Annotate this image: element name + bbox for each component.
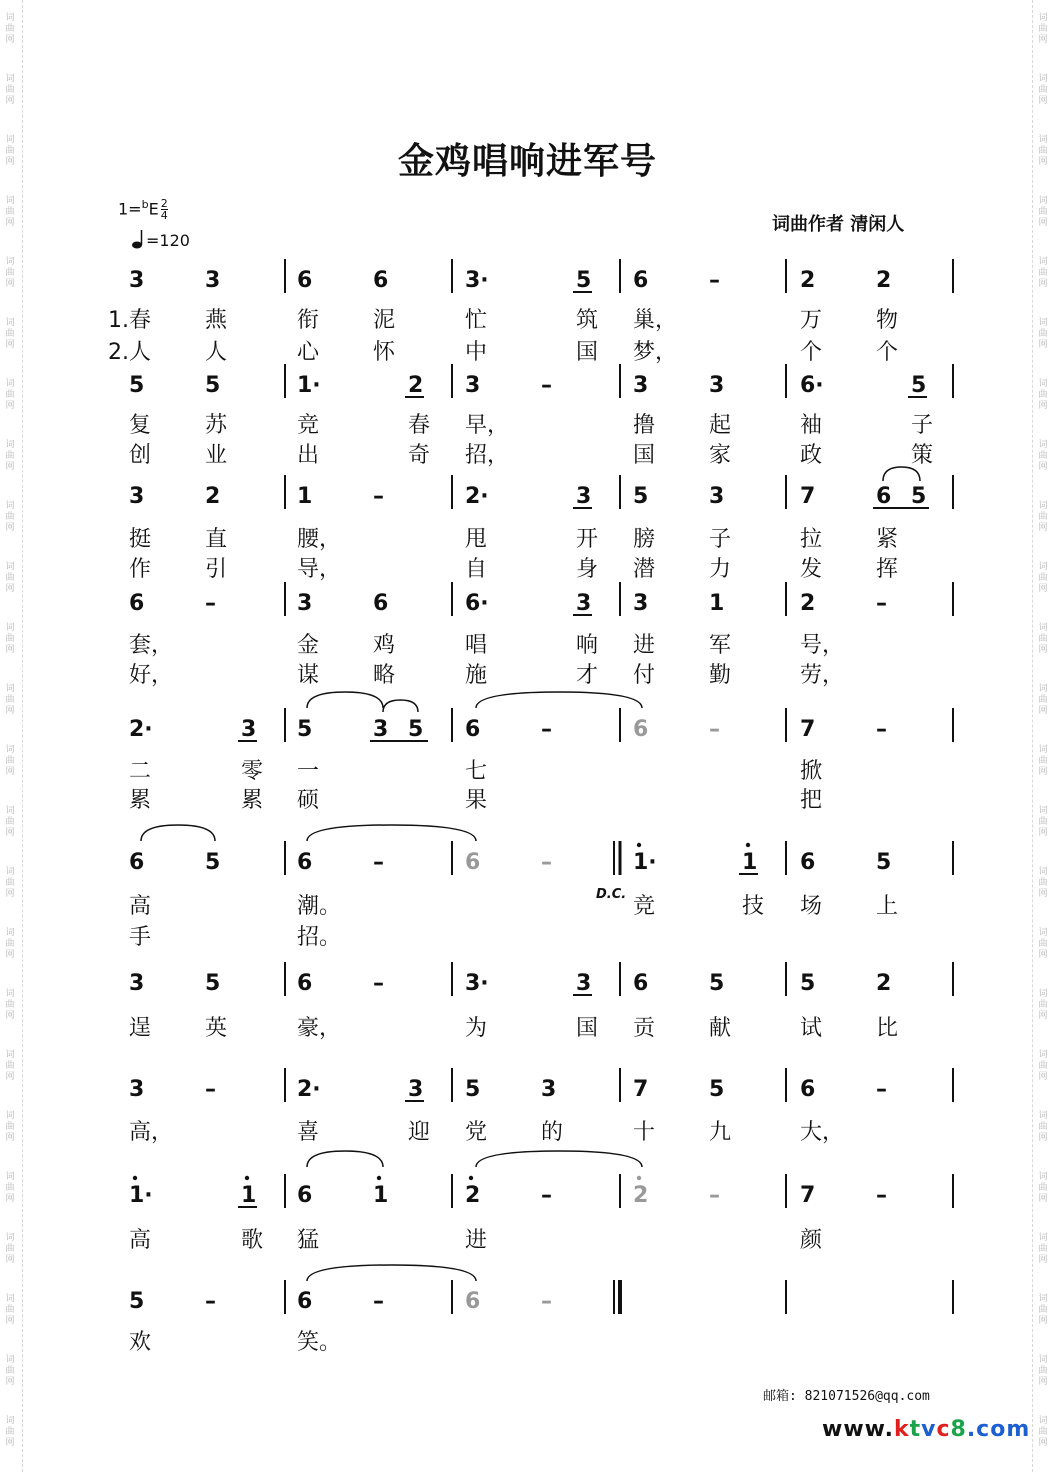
lyric-verse1: 竞 bbox=[297, 413, 320, 438]
note: 6 bbox=[373, 591, 389, 616]
lyric-verse2: 中 bbox=[465, 340, 488, 365]
lyric-verse1: 进 bbox=[465, 1228, 488, 1253]
slur bbox=[307, 1265, 476, 1281]
note: 5 bbox=[911, 484, 927, 509]
note: 3 bbox=[633, 591, 649, 616]
note: 2 bbox=[633, 1183, 649, 1208]
lyric-verse1: 党 bbox=[465, 1120, 488, 1145]
note: 3 bbox=[576, 591, 592, 616]
lyric-verse1: 复 bbox=[129, 413, 152, 438]
note: – bbox=[373, 484, 384, 509]
note: 7 bbox=[800, 484, 816, 509]
note: 5 bbox=[709, 1077, 725, 1102]
lyric-verse2: 劳， bbox=[800, 663, 845, 688]
lyric-verse2: 果 bbox=[465, 788, 488, 813]
note: 3 bbox=[709, 373, 725, 398]
note: – bbox=[541, 1183, 552, 1208]
lyric-verse2: 累 bbox=[129, 788, 152, 813]
lyric-verse2: 把 bbox=[800, 788, 823, 813]
note: 6 bbox=[297, 971, 313, 996]
note: 3 bbox=[129, 1077, 145, 1102]
lyric-verse2: 家 bbox=[709, 443, 732, 468]
lyric-verse1: 金 bbox=[297, 633, 320, 658]
lyric-verse1: 甩 bbox=[465, 527, 488, 552]
note: – bbox=[205, 1289, 216, 1314]
lyric-verse1: 一 bbox=[297, 759, 320, 784]
lyric-verse2: 奇 bbox=[408, 443, 431, 468]
lyric-verse1: 军 bbox=[709, 633, 732, 658]
note: 5 bbox=[129, 373, 145, 398]
note: 3 bbox=[373, 717, 389, 742]
note: 6 bbox=[129, 850, 145, 875]
lyric-verse2: 潜 bbox=[633, 557, 656, 582]
lyric-verse1: 大， bbox=[800, 1120, 845, 1145]
slur bbox=[476, 1151, 642, 1167]
note: 1 bbox=[373, 1183, 389, 1208]
note: 6 bbox=[465, 1289, 481, 1314]
lyric-verse1: 高 bbox=[129, 894, 152, 919]
slur bbox=[883, 467, 920, 481]
lyric-verse1: 开 bbox=[576, 527, 599, 552]
note: 6 bbox=[633, 717, 649, 742]
note: 3 bbox=[541, 1077, 557, 1102]
note: 3 bbox=[241, 717, 257, 742]
lyric-verse2: 2.人 bbox=[108, 340, 151, 365]
lyric-verse1: 贡 bbox=[633, 1016, 656, 1041]
lyric-verse1: 二 bbox=[129, 759, 152, 784]
octave-dot-high bbox=[637, 843, 641, 847]
lyric-verse1: 拉 bbox=[800, 527, 823, 552]
note: 1· bbox=[297, 373, 321, 398]
lyric-verse2: 手 bbox=[129, 925, 152, 950]
note: 5 bbox=[465, 1077, 481, 1102]
lyric-verse1: 英 bbox=[205, 1016, 228, 1041]
lyric-verse2: 累 bbox=[241, 788, 264, 813]
slur bbox=[383, 700, 418, 712]
lyric-verse1: 燕 bbox=[205, 308, 228, 333]
octave-dot-high bbox=[637, 1176, 641, 1180]
lyric-verse1: 膀 bbox=[633, 527, 656, 552]
note: 5 bbox=[876, 850, 892, 875]
note: – bbox=[541, 373, 552, 398]
note: – bbox=[876, 717, 887, 742]
octave-dot-high bbox=[469, 1176, 473, 1180]
lyric-verse1: 高， bbox=[129, 1120, 174, 1145]
right-watermark: 词 曲 网 词 曲 网 词 曲 网 词 曲 网 词 曲 网 词 曲 网 词 曲 网 词 曲 网 词 曲 网 词 曲 网 词 曲 网 词 曲 网 词 曲 网 词 曲 网 词 曲 网 词 曲 网 词 曲 网 词 曲 网 词 曲 网 词 曲 网 词 曲 网 词 曲 网 词 曲 网 词 曲 网 bbox=[1038, 13, 1048, 1448]
note: – bbox=[876, 1183, 887, 1208]
note: 6· bbox=[800, 373, 824, 398]
lyric-verse1: 起 bbox=[709, 413, 732, 438]
note: 3 bbox=[129, 268, 145, 293]
lyric-verse2: 梦， bbox=[633, 340, 678, 365]
note: 7 bbox=[800, 1183, 816, 1208]
lyric-verse1: 的 bbox=[541, 1120, 564, 1145]
note: 2 bbox=[408, 373, 424, 398]
lyric-verse2: 勤 bbox=[709, 663, 732, 688]
lyric-verse2: 引 bbox=[205, 557, 228, 582]
lyric-verse2: 人 bbox=[205, 340, 228, 365]
lyric-verse1: 迎 bbox=[408, 1120, 431, 1145]
octave-dot-high bbox=[377, 1176, 381, 1180]
note: 6 bbox=[633, 971, 649, 996]
lyric-verse2: 略 bbox=[373, 663, 396, 688]
note: 2· bbox=[129, 717, 153, 742]
lyric-verse2: 自 bbox=[465, 557, 488, 582]
lyric-verse1: 巢， bbox=[633, 308, 678, 333]
note: 3 bbox=[576, 484, 592, 509]
octave-dot-high bbox=[245, 1176, 249, 1180]
lyric-verse1: 万 bbox=[800, 308, 823, 333]
lyric-verse2: 作 bbox=[129, 557, 152, 582]
lyric-verse2: 硕 bbox=[297, 788, 320, 813]
lyric-verse1: 泥 bbox=[373, 308, 396, 333]
note: 5 bbox=[709, 971, 725, 996]
lyric-verse1: 竞 bbox=[633, 894, 656, 919]
lyric-verse1: 紧 bbox=[876, 527, 899, 552]
note: 5 bbox=[408, 717, 424, 742]
note: – bbox=[709, 717, 720, 742]
note: 3· bbox=[465, 971, 489, 996]
note: 6 bbox=[800, 850, 816, 875]
note: 2 bbox=[465, 1183, 481, 1208]
lyric-verse2: 个 bbox=[876, 340, 899, 365]
lyric-verse1: 子 bbox=[911, 413, 934, 438]
lyric-verse2: 怀 bbox=[373, 340, 396, 365]
lyric-verse1: 筑 bbox=[576, 308, 599, 333]
note: 1 bbox=[709, 591, 725, 616]
note: 6 bbox=[373, 268, 389, 293]
lyric-verse1: 献 bbox=[709, 1016, 732, 1041]
lyric-verse1: 技 bbox=[742, 894, 765, 919]
note: 6 bbox=[633, 268, 649, 293]
note: 3 bbox=[129, 971, 145, 996]
lyric-verse2: 谋 bbox=[297, 663, 320, 688]
flat-sign: b bbox=[141, 198, 149, 211]
note: 5 bbox=[205, 850, 221, 875]
lyric-verse1: 1.春 bbox=[108, 308, 151, 333]
lyric-verse2: 付 bbox=[633, 663, 656, 688]
lyric-verse1: 比 bbox=[876, 1016, 899, 1041]
key-prefix: 1= bbox=[118, 199, 142, 219]
lyric-verse1: 十 bbox=[633, 1120, 656, 1145]
note: 3 bbox=[465, 373, 481, 398]
lyric-verse2: 个 bbox=[800, 340, 823, 365]
note: 7 bbox=[633, 1077, 649, 1102]
lyric-verse1: 掀 bbox=[800, 759, 823, 784]
note: 6 bbox=[800, 1077, 816, 1102]
lyric-verse1: 欢 bbox=[129, 1330, 152, 1355]
lyric-verse1: 物 bbox=[876, 308, 899, 333]
lyric-verse2: 挥 bbox=[876, 557, 899, 582]
note: 2 bbox=[876, 268, 892, 293]
lyric-verse1: 零 bbox=[241, 759, 264, 784]
note: 5 bbox=[205, 971, 221, 996]
lyric-verse1: 喜 bbox=[297, 1120, 320, 1145]
lyric-verse1: 套， bbox=[129, 633, 174, 658]
note: 5 bbox=[633, 484, 649, 509]
note: 5 bbox=[129, 1289, 145, 1314]
note: 3 bbox=[576, 971, 592, 996]
note: 6 bbox=[297, 1183, 313, 1208]
octave-dot-high bbox=[746, 843, 750, 847]
lyric-verse1: 撸 bbox=[633, 413, 656, 438]
note: – bbox=[541, 1289, 552, 1314]
note: 1 bbox=[742, 850, 758, 875]
lyric-verse2: 心 bbox=[297, 340, 320, 365]
note: 6 bbox=[876, 484, 892, 509]
lyric-verse2: 施 bbox=[465, 663, 488, 688]
lyric-verse1: 响 bbox=[576, 633, 599, 658]
note: – bbox=[205, 591, 216, 616]
lyric-verse1: 袖 bbox=[800, 413, 823, 438]
lyric-verse1: 逞 bbox=[129, 1016, 152, 1041]
site-logo: www.ktvc8.com bbox=[822, 1417, 1031, 1442]
lyric-verse2: 身 bbox=[576, 557, 599, 582]
lyric-verse2: 出 bbox=[297, 443, 320, 468]
note: – bbox=[373, 971, 384, 996]
note: 6 bbox=[297, 268, 313, 293]
lyric-verse1: 九 bbox=[709, 1120, 732, 1145]
author-credit: 词曲作者 清闲人 bbox=[772, 214, 905, 235]
lyric-verse1: 试 bbox=[800, 1016, 823, 1041]
email-contact: 邮箱: 821071526@qq.com bbox=[763, 1389, 930, 1404]
note: 1 bbox=[241, 1183, 257, 1208]
note: 2· bbox=[297, 1077, 321, 1102]
tempo-value: =120 bbox=[146, 231, 190, 250]
slur bbox=[141, 825, 215, 841]
note: 7 bbox=[800, 717, 816, 742]
lyric-verse1: 苏 bbox=[205, 413, 228, 438]
note: – bbox=[709, 268, 720, 293]
lyric-verse1: 猛 bbox=[297, 1228, 320, 1253]
note: 6 bbox=[129, 591, 145, 616]
lyric-verse2: 好， bbox=[129, 663, 174, 688]
lyric-verse1: 场 bbox=[800, 894, 823, 919]
lyric-verse2: 才 bbox=[576, 663, 599, 688]
lyric-verse1: 早， bbox=[465, 413, 510, 438]
note: – bbox=[373, 1289, 384, 1314]
note: 5 bbox=[297, 717, 313, 742]
note: 2· bbox=[465, 484, 489, 509]
lyric-verse2: 国 bbox=[576, 340, 599, 365]
slur bbox=[307, 1151, 383, 1167]
lyric-verse1: 子 bbox=[709, 527, 732, 552]
note: – bbox=[876, 1077, 887, 1102]
note: 2 bbox=[800, 591, 816, 616]
note: 6 bbox=[465, 850, 481, 875]
note: 2 bbox=[876, 971, 892, 996]
note: 2 bbox=[205, 484, 221, 509]
note: 6 bbox=[297, 1289, 313, 1314]
left-watermark: 词 曲 网 词 曲 网 词 曲 网 词 曲 网 词 曲 网 词 曲 网 词 曲 网 词 曲 网 词 曲 网 词 曲 网 词 曲 网 词 曲 网 词 曲 网 词 曲 网 词 曲 网 词 曲 网 词 曲 网 词 曲 网 词 曲 网 词 曲 网 词 曲 网 词 曲 网 词 曲 网 词 曲 网 bbox=[5, 13, 15, 1448]
octave-dot-high bbox=[133, 1176, 137, 1180]
lyric-verse2: 导， bbox=[297, 557, 342, 582]
slur bbox=[307, 692, 383, 708]
note: 5 bbox=[911, 373, 927, 398]
slur bbox=[307, 825, 476, 841]
lyric-verse1: 腰， bbox=[297, 527, 342, 552]
lyric-verse1: 挺 bbox=[129, 527, 152, 552]
note: 3 bbox=[633, 373, 649, 398]
note: 5 bbox=[205, 373, 221, 398]
note: – bbox=[373, 850, 384, 875]
lyric-verse1: 鸡 bbox=[373, 633, 396, 658]
note: 3 bbox=[205, 268, 221, 293]
note: 3 bbox=[129, 484, 145, 509]
slur bbox=[476, 692, 642, 708]
note: – bbox=[205, 1077, 216, 1102]
note: 5 bbox=[800, 971, 816, 996]
lyric-verse1: 进 bbox=[633, 633, 656, 658]
lyric-verse2: 业 bbox=[205, 443, 228, 468]
lyric-verse1: 忙 bbox=[465, 308, 488, 333]
note: 3· bbox=[465, 268, 489, 293]
lyric-verse2: 策 bbox=[911, 443, 934, 468]
note: – bbox=[541, 717, 552, 742]
note: – bbox=[541, 850, 552, 875]
lyric-verse1: 衔 bbox=[297, 308, 320, 333]
lyric-verse1: 高 bbox=[129, 1228, 152, 1253]
note: – bbox=[709, 1183, 720, 1208]
note: 1 bbox=[297, 484, 313, 509]
note: 1· bbox=[633, 850, 657, 875]
lyric-verse2: 政 bbox=[800, 443, 823, 468]
lyric-verse2: 力 bbox=[709, 557, 732, 582]
note: 1· bbox=[129, 1183, 153, 1208]
lyric-verse1: 国 bbox=[576, 1016, 599, 1041]
lyric-verse1: 颜 bbox=[800, 1228, 823, 1253]
lyric-verse2: 招。 bbox=[297, 925, 342, 950]
lyric-verse2: 创 bbox=[129, 443, 152, 468]
lyric-verse1: 唱 bbox=[465, 633, 488, 658]
note: – bbox=[876, 591, 887, 616]
note: 3 bbox=[709, 484, 725, 509]
lyric-verse1: 春 bbox=[408, 413, 431, 438]
note: 3 bbox=[297, 591, 313, 616]
lyric-verse1: 七 bbox=[465, 759, 488, 784]
lyric-verse1: 歌 bbox=[241, 1228, 264, 1253]
note: 6 bbox=[297, 850, 313, 875]
lyric-verse1: 豪， bbox=[297, 1016, 342, 1041]
lyric-verse1: 上 bbox=[876, 894, 899, 919]
note: 6 bbox=[465, 717, 481, 742]
time-signature: $\frac{2}{4}$ bbox=[160, 197, 168, 223]
lyric-verse1: 为 bbox=[465, 1016, 488, 1041]
lyric-verse1: 直 bbox=[205, 527, 228, 552]
dc-marking: D.C. bbox=[596, 887, 627, 902]
lyric-verse1: 号， bbox=[800, 633, 845, 658]
song-title: 金鸡唱响进军号 bbox=[397, 141, 657, 182]
note: 3 bbox=[408, 1077, 424, 1102]
note: 6· bbox=[465, 591, 489, 616]
lyric-verse2: 发 bbox=[800, 557, 823, 582]
key-note: E bbox=[148, 199, 159, 219]
note: 2 bbox=[800, 268, 816, 293]
lyric-verse1: 笑。 bbox=[297, 1330, 342, 1355]
note: 5 bbox=[576, 268, 592, 293]
lyric-verse1: 潮。 bbox=[297, 894, 342, 919]
lyric-verse2: 招， bbox=[465, 443, 510, 468]
lyric-verse2: 国 bbox=[633, 443, 656, 468]
